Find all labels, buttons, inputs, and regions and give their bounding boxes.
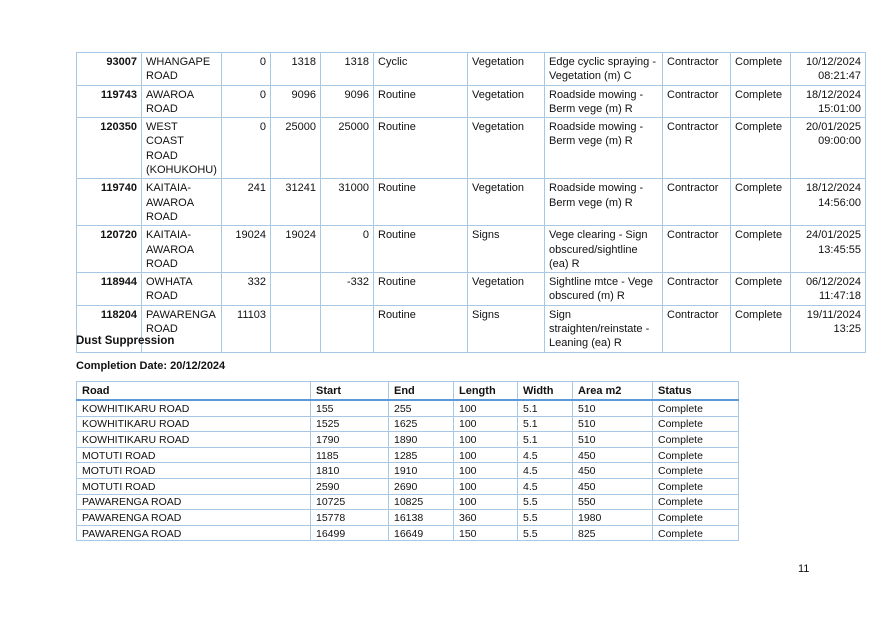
cell-road: MOTUTI ROAD: [77, 447, 311, 463]
header-start: Start: [311, 382, 389, 401]
cell-length: 100: [454, 416, 518, 432]
cell-end: 19024: [271, 226, 321, 273]
cell-datetime: [791, 118, 866, 179]
cell-status: Complete: [731, 85, 791, 118]
table-row: [77, 447, 739, 463]
cell-category: Signs: [468, 226, 545, 273]
cell-category: Vegetation: [468, 273, 545, 306]
cell-id: 120720: [77, 226, 142, 273]
cell-time: 08:21:47: [818, 70, 861, 83]
cell-description: Sign straighten/reinstate - Leaning (ea) R: [545, 305, 663, 352]
cell-datetime: [791, 305, 866, 352]
cell-length: 100: [454, 494, 518, 510]
cell-description: Vege clearing - Sign obscured/sightline (ea) R: [545, 226, 663, 273]
cell-length: [321, 305, 374, 352]
cell-status: Complete: [653, 494, 739, 510]
cell-category: Signs: [468, 305, 545, 352]
cell-type: Routine: [374, 179, 468, 226]
cell-category: Vegetation: [468, 179, 545, 226]
cell-width: 5.1: [518, 432, 573, 448]
table-row: [77, 432, 739, 448]
cell-category: Vegetation: [468, 85, 545, 118]
cell-date: 10/12/2024: [805, 56, 861, 68]
table-row: [77, 226, 866, 273]
page-number: 11: [798, 563, 810, 575]
cell-road: PAWARENGA ROAD: [77, 494, 311, 510]
cell-area: 450: [573, 447, 653, 463]
cell-area: 510: [573, 400, 653, 416]
table-row: [77, 400, 739, 416]
cell-end: 1625: [389, 416, 454, 432]
cell-end: 25000: [271, 118, 321, 179]
works-table-body: [77, 53, 866, 353]
cell-date: 20/01/2025: [805, 121, 861, 134]
cell-end: 16138: [389, 510, 454, 526]
cell-by: Contractor: [663, 226, 731, 273]
dust-suppression-table: [76, 381, 739, 541]
cell-time: 11:47:18: [818, 290, 861, 303]
cell-road: PAWARENGA ROAD: [142, 305, 222, 352]
cell-datetime: [791, 226, 866, 273]
cell-start: 332: [222, 273, 271, 306]
cell-length: 31000: [321, 179, 374, 226]
cell-length: 100: [454, 400, 518, 416]
table-row: [77, 273, 866, 306]
cell-date: 18/12/2024: [805, 182, 861, 195]
works-table: [76, 52, 866, 353]
table-row: [77, 305, 866, 352]
cell-length: -332: [321, 273, 374, 306]
cell-end: 9096: [271, 85, 321, 118]
cell-start: 1185: [311, 447, 389, 463]
cell-by: Contractor: [663, 53, 731, 86]
cell-length: 1318: [321, 53, 374, 86]
cell-start: 16499: [311, 525, 389, 541]
cell-start: 1810: [311, 463, 389, 479]
section-title: Dust Suppression: [76, 335, 175, 347]
cell-by: Contractor: [663, 179, 731, 226]
cell-type: Routine: [374, 273, 468, 306]
cell-start: 2590: [311, 478, 389, 494]
cell-id: 118944: [77, 273, 142, 306]
cell-status: Complete: [653, 416, 739, 432]
header-end: End: [389, 382, 454, 401]
cell-time: 14:56:00: [818, 196, 861, 209]
table-header-row: [77, 382, 739, 401]
cell-road: MOTUTI ROAD: [77, 478, 311, 494]
cell-end: 16649: [389, 525, 454, 541]
table-row: [77, 85, 866, 118]
table-row: [77, 179, 866, 226]
cell-length: 150: [454, 525, 518, 541]
header-width: Width: [518, 382, 573, 401]
cell-datetime: [791, 53, 866, 86]
cell-end: [271, 305, 321, 352]
cell-by: Contractor: [663, 305, 731, 352]
cell-start: 241: [222, 179, 271, 226]
cell-id: 119740: [77, 179, 142, 226]
cell-width: 4.5: [518, 478, 573, 494]
cell-area: 1980: [573, 510, 653, 526]
cell-area: 450: [573, 478, 653, 494]
cell-date: 24/01/2025: [805, 229, 861, 242]
cell-end: 2690: [389, 478, 454, 494]
cell-start: 155: [311, 400, 389, 416]
cell-start: 10725: [311, 494, 389, 510]
header-status: Status: [653, 382, 739, 401]
header-length: Length: [454, 382, 518, 401]
cell-width: 5.1: [518, 400, 573, 416]
cell-start: 1525: [311, 416, 389, 432]
table-row: [77, 53, 866, 86]
cell-time: 15:01:00: [818, 102, 861, 115]
cell-type: Routine: [374, 118, 468, 179]
cell-status: Complete: [731, 118, 791, 179]
cell-id: 119743: [77, 85, 142, 118]
cell-length: 360: [454, 510, 518, 526]
cell-type: Cyclic: [374, 53, 468, 86]
cell-road: WHANGAPE ROAD: [142, 53, 222, 86]
completion-date: Completion Date: 20/12/2024: [76, 360, 226, 372]
cell-type: Routine: [374, 226, 468, 273]
cell-status: Complete: [653, 478, 739, 494]
cell-road: KOWHITIKARU ROAD: [77, 432, 311, 448]
cell-road: AWAROA ROAD: [142, 85, 222, 118]
cell-end: 1910: [389, 463, 454, 479]
table-row: [77, 510, 739, 526]
cell-width: 4.5: [518, 447, 573, 463]
cell-end: 1285: [389, 447, 454, 463]
cell-time: 09:00:00: [818, 135, 861, 148]
cell-datetime: [791, 273, 866, 306]
cell-status: Complete: [731, 305, 791, 352]
cell-type: Routine: [374, 85, 468, 118]
cell-road: OWHATA ROAD: [142, 273, 222, 306]
cell-status: Complete: [731, 53, 791, 86]
cell-status: Complete: [731, 226, 791, 273]
table-row: [77, 478, 739, 494]
cell-status: Complete: [653, 525, 739, 541]
cell-width: 4.5: [518, 463, 573, 479]
cell-length: 0: [321, 226, 374, 273]
cell-width: 5.1: [518, 416, 573, 432]
cell-road: PAWARENGA ROAD: [77, 525, 311, 541]
cell-road: KAITAIA-AWAROA ROAD: [142, 179, 222, 226]
cell-length: 100: [454, 447, 518, 463]
cell-end: 31241: [271, 179, 321, 226]
cell-road: MOTUTI ROAD: [77, 463, 311, 479]
table-row: [77, 416, 739, 432]
cell-end: 255: [389, 400, 454, 416]
cell-id: 118204: [77, 305, 142, 352]
cell-id: 93007: [77, 53, 142, 86]
cell-datetime: [791, 179, 866, 226]
table-row: [77, 118, 866, 179]
cell-description: Edge cyclic spraying - Vegetation (m) C: [545, 53, 663, 86]
cell-end: [271, 273, 321, 306]
cell-status: Complete: [731, 273, 791, 306]
cell-length: 100: [454, 432, 518, 448]
cell-status: Complete: [731, 179, 791, 226]
cell-start: 1790: [311, 432, 389, 448]
cell-by: Contractor: [663, 118, 731, 179]
header-area: Area m2: [573, 382, 653, 401]
cell-status: Complete: [653, 400, 739, 416]
cell-area: 450: [573, 463, 653, 479]
cell-status: Complete: [653, 463, 739, 479]
cell-status: Complete: [653, 447, 739, 463]
cell-start: 0: [222, 53, 271, 86]
cell-start: 11103: [222, 305, 271, 352]
cell-date: 06/12/2024: [805, 276, 861, 289]
cell-width: 5.5: [518, 494, 573, 510]
cell-by: Contractor: [663, 85, 731, 118]
cell-by: Contractor: [663, 273, 731, 306]
cell-end: 10825: [389, 494, 454, 510]
table-row: [77, 525, 739, 541]
cell-road: KOWHITIKARU ROAD: [77, 400, 311, 416]
cell-category: Vegetation: [468, 53, 545, 86]
cell-end: 1318: [271, 53, 321, 86]
header-road: Road: [77, 382, 311, 401]
cell-road: PAWARENGA ROAD: [77, 510, 311, 526]
cell-road: WEST COAST ROAD (KOHUKOHU): [142, 118, 222, 179]
cell-category: Vegetation: [468, 118, 545, 179]
cell-area: 825: [573, 525, 653, 541]
cell-area: 510: [573, 416, 653, 432]
cell-description: Sightline mtce - Vege obscured (m) R: [545, 273, 663, 306]
dust-table-body: [77, 400, 739, 541]
cell-area: 550: [573, 494, 653, 510]
cell-width: 5.5: [518, 510, 573, 526]
cell-description: Roadside mowing - Berm vege (m) R: [545, 85, 663, 118]
cell-start: 0: [222, 85, 271, 118]
cell-status: Complete: [653, 432, 739, 448]
cell-length: 25000: [321, 118, 374, 179]
cell-length: 100: [454, 478, 518, 494]
cell-end: 1890: [389, 432, 454, 448]
cell-time: 13:25: [833, 323, 861, 336]
cell-id: 120350: [77, 118, 142, 179]
cell-start: 0: [222, 118, 271, 179]
cell-status: Complete: [653, 510, 739, 526]
table-row: [77, 494, 739, 510]
cell-start: 15778: [311, 510, 389, 526]
cell-date: 19/11/2024: [806, 308, 861, 321]
table-row: [77, 463, 739, 479]
cell-length: 100: [454, 463, 518, 479]
cell-width: 5.5: [518, 525, 573, 541]
cell-date: 18/12/2024: [805, 88, 861, 101]
cell-road: KAITAIA-AWAROA ROAD: [142, 226, 222, 273]
cell-time: 13:45:55: [818, 243, 861, 256]
cell-datetime: [791, 85, 866, 118]
cell-description: Roadside mowing - Berm vege (m) R: [545, 118, 663, 179]
cell-description: Roadside mowing - Berm vege (m) R: [545, 179, 663, 226]
cell-type: Routine: [374, 305, 468, 352]
cell-area: 510: [573, 432, 653, 448]
cell-length: 9096: [321, 85, 374, 118]
cell-start: 19024: [222, 226, 271, 273]
cell-road: KOWHITIKARU ROAD: [77, 416, 311, 432]
